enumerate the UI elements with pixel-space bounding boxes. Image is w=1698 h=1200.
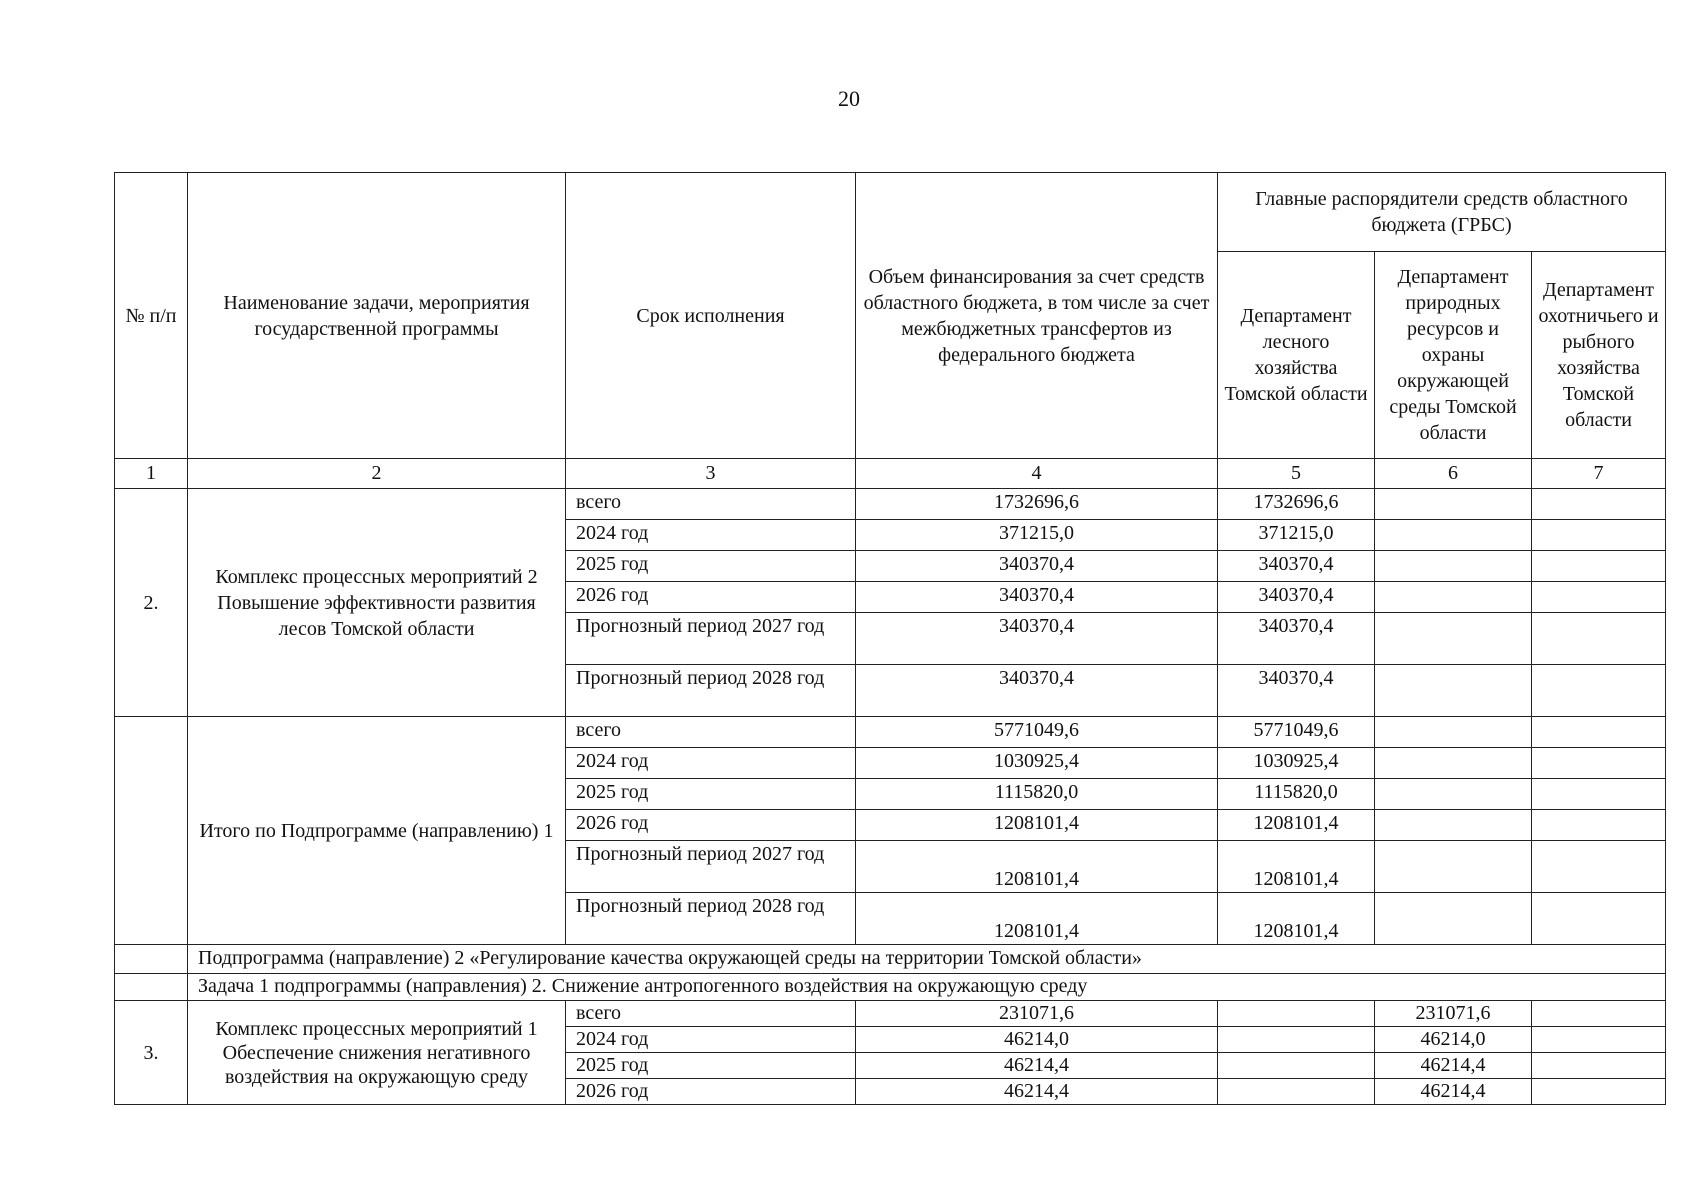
header-num: № п/п [115, 173, 188, 459]
row-dep2 [1375, 717, 1532, 748]
row-num [115, 974, 188, 1001]
row-volume: 231071,6 [856, 1001, 1218, 1027]
row-dep1: 371215,0 [1218, 520, 1375, 551]
row-dep3 [1532, 1079, 1666, 1105]
row-dep2: 46214,4 [1375, 1053, 1532, 1079]
row-dep2: 231071,6 [1375, 1001, 1532, 1027]
row-dep1: 340370,4 [1218, 551, 1375, 582]
row-dep2 [1375, 841, 1532, 893]
row-volume: 5771049,6 [856, 717, 1218, 748]
row-term: Прогнозный период 2028 год [566, 893, 856, 945]
header-dep2: Департамент природных ресурсов и охраны окружающей среды Томской области [1375, 252, 1532, 459]
row-term: 2026 год [566, 582, 856, 613]
row-num: 2. [115, 489, 188, 717]
row-dep1: 340370,4 [1218, 665, 1375, 717]
row-dep3 [1532, 665, 1666, 717]
row-dep3 [1532, 582, 1666, 613]
header-name: Наименование задачи, мероприятия государственной программы [188, 173, 566, 459]
row-dep3 [1532, 717, 1666, 748]
row-term: всего [566, 717, 856, 748]
row-volume: 46214,4 [856, 1079, 1218, 1105]
row-dep1: 1030925,4 [1218, 748, 1375, 779]
row-term: 2024 год [566, 520, 856, 551]
row-volume: 371215,0 [856, 520, 1218, 551]
row-dep1 [1218, 1079, 1375, 1105]
row-dep3 [1532, 779, 1666, 810]
row-term: 2026 год [566, 1079, 856, 1105]
funding-table [114, 172, 1666, 1105]
row-dep2 [1375, 810, 1532, 841]
row-name: Комплекс процессных мероприятий 1 Обеспечение снижения негативного воздействия на окружающую среду [188, 1001, 566, 1105]
column-number: 1 [115, 459, 188, 489]
row-dep3 [1532, 551, 1666, 582]
row-name: Итого по Подпрограмме (направлению) 1 [188, 717, 566, 945]
row-term: всего [566, 1001, 856, 1027]
row-dep1 [1218, 1053, 1375, 1079]
row-num [115, 717, 188, 945]
row-term: Прогнозный период 2027 год [566, 841, 856, 893]
header-row [115, 173, 1666, 252]
subprogram-title: Подпрограмма (направление) 2 «Регулирование качества окружающей среды на территории Томской области» [188, 945, 1666, 974]
row-volume: 340370,4 [856, 665, 1218, 717]
row-volume: 46214,0 [856, 1027, 1218, 1053]
row-dep1: 5771049,6 [1218, 717, 1375, 748]
row-dep1 [1218, 1027, 1375, 1053]
row-dep1: 340370,4 [1218, 582, 1375, 613]
row-term: 2025 год [566, 551, 856, 582]
row-term: всего [566, 489, 856, 520]
row-dep2 [1375, 551, 1532, 582]
column-number: 4 [856, 459, 1218, 489]
row-term: 2025 год [566, 1053, 856, 1079]
row-dep3 [1532, 841, 1666, 893]
task-title: Задача 1 подпрограммы (направления) 2. Снижение антропогенного воздействия на окружающую среду [188, 974, 1666, 1001]
row-volume: 340370,4 [856, 551, 1218, 582]
row-volume: 1732696,6 [856, 489, 1218, 520]
header-dep1: Департамент лесного хозяйства Томской области [1218, 252, 1375, 459]
row-dep3 [1532, 489, 1666, 520]
row-dep1: 1208101,4 [1218, 810, 1375, 841]
row-dep3 [1532, 520, 1666, 551]
header-term: Срок исполнения [566, 173, 856, 459]
row-dep2 [1375, 748, 1532, 779]
column-number: 2 [188, 459, 566, 489]
row-dep3 [1532, 613, 1666, 665]
column-number: 7 [1532, 459, 1666, 489]
column-number: 5 [1218, 459, 1375, 489]
row-volume: 1030925,4 [856, 748, 1218, 779]
row-dep2: 46214,0 [1375, 1027, 1532, 1053]
row-term: 2025 год [566, 779, 856, 810]
row-dep3 [1532, 748, 1666, 779]
row-dep2 [1375, 613, 1532, 665]
column-number: 6 [1375, 459, 1532, 489]
row-dep2 [1375, 520, 1532, 551]
row-term: Прогнозный период 2028 год [566, 665, 856, 717]
row-volume: 1208101,4 [856, 841, 1218, 893]
row-dep2 [1375, 893, 1532, 945]
task-row [115, 974, 1666, 1001]
table-row [115, 1001, 1666, 1027]
row-dep1: 340370,4 [1218, 613, 1375, 665]
row-dep2 [1375, 665, 1532, 717]
row-term: 2024 год [566, 1027, 856, 1053]
header-grbs: Главные распорядители средств областного бюджета (ГРБС) [1218, 173, 1666, 252]
row-dep2 [1375, 582, 1532, 613]
row-dep3 [1532, 1053, 1666, 1079]
row-volume: 1208101,4 [856, 893, 1218, 945]
row-dep2 [1375, 489, 1532, 520]
header-volume: Объем финансирования за счет средств областного бюджета, в том числе за счет межбюджетных трансфертов из федерального бюджета [856, 173, 1218, 459]
row-dep1: 1732696,6 [1218, 489, 1375, 520]
row-dep1: 1208101,4 [1218, 841, 1375, 893]
row-dep2: 46214,4 [1375, 1079, 1532, 1105]
table-row [115, 717, 1666, 748]
row-num [115, 945, 188, 974]
row-volume: 46214,4 [856, 1053, 1218, 1079]
row-volume: 1208101,4 [856, 810, 1218, 841]
row-dep3 [1532, 1027, 1666, 1053]
row-volume: 1115820,0 [856, 779, 1218, 810]
row-dep2 [1375, 779, 1532, 810]
row-term: 2024 год [566, 748, 856, 779]
row-dep1 [1218, 1001, 1375, 1027]
row-num: 3. [115, 1001, 188, 1105]
row-term: Прогнозный период 2027 год [566, 613, 856, 665]
row-volume: 340370,4 [856, 613, 1218, 665]
row-dep1: 1208101,4 [1218, 893, 1375, 945]
row-term: 2026 год [566, 810, 856, 841]
header-dep3: Департамент охотничьего и рыбного хозяйства Томской области [1532, 252, 1666, 459]
column-numbers-row [115, 459, 1666, 489]
row-dep1: 1115820,0 [1218, 779, 1375, 810]
row-dep3 [1532, 893, 1666, 945]
column-number: 3 [566, 459, 856, 489]
row-volume: 340370,4 [856, 582, 1218, 613]
row-name: Комплекс процессных мероприятий 2 Повышение эффективности развития лесов Томской области [188, 489, 566, 717]
table-row [115, 489, 1666, 520]
row-dep3 [1532, 810, 1666, 841]
subprogram-row [115, 945, 1666, 974]
page-number: 20 [838, 86, 860, 111]
row-dep3 [1532, 1001, 1666, 1027]
